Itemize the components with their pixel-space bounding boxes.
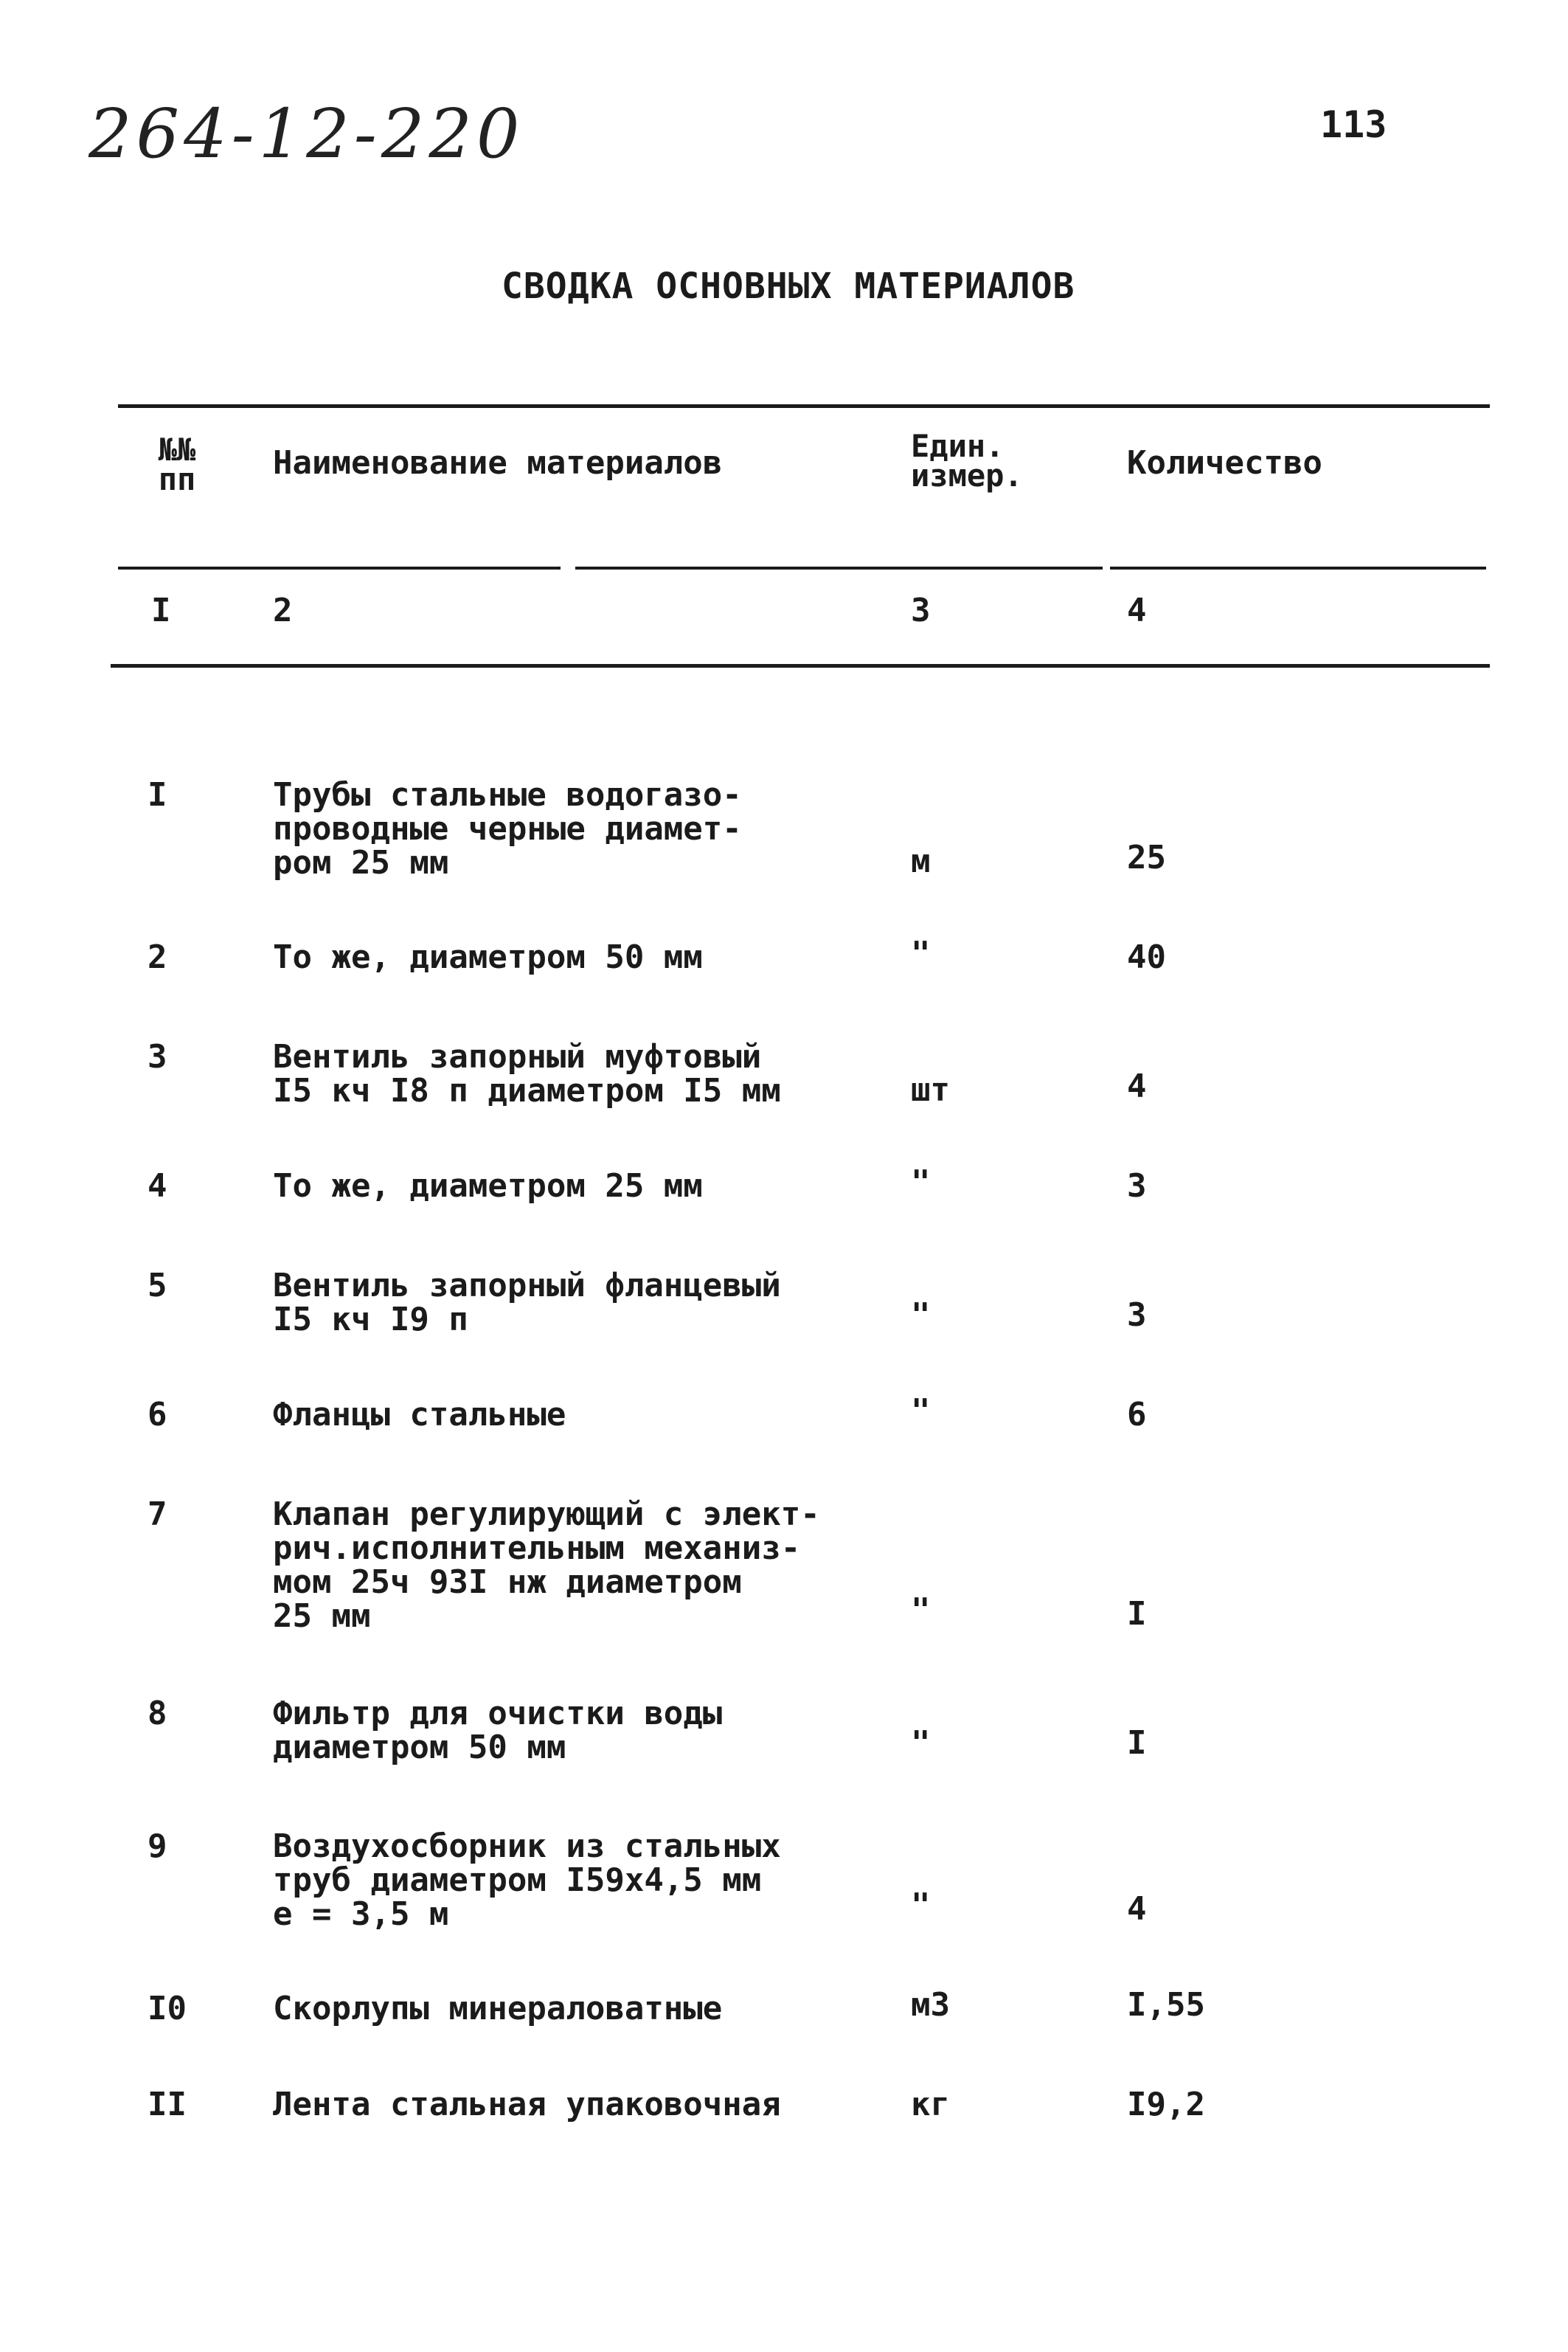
column-number-3: 3 [911, 592, 931, 629]
row-4-name: То же, диаметром 25 мм [273, 1167, 703, 1205]
row-6-qty: 6 [1127, 1396, 1147, 1433]
row-5-unit: " [911, 1296, 931, 1334]
row-9-name: Воздухосборник из стальных труб диаметром I59х4,5 мм е = 3,5 м [273, 1827, 781, 1933]
row-5-name: Вентиль запорный фланцевый I5 кч I9 п [273, 1267, 781, 1338]
row-7-unit: " [911, 1591, 931, 1629]
column-number-1: I [151, 592, 171, 629]
row-4-num: 4 [148, 1167, 167, 1205]
row-11-qty: I9,2 [1127, 2086, 1205, 2123]
row-8-unit: " [911, 1724, 931, 1762]
row-6-name: Фланцы стальные [273, 1396, 566, 1433]
row-9-qty: 4 [1127, 1890, 1147, 1928]
header-divider-3 [1110, 567, 1486, 570]
row-11-name: Лента стальная упаковочная [273, 2086, 781, 2123]
document-code: 264-12-220 [89, 94, 524, 173]
row-6-num: 6 [148, 1396, 167, 1433]
row-5-num: 5 [148, 1267, 167, 1304]
page-number: 113 [1320, 103, 1387, 146]
row-4-unit: " [911, 1163, 931, 1201]
header-unit: Един. измер. [911, 428, 1023, 494]
column-number-4: 4 [1127, 592, 1147, 629]
row-2-unit: " [911, 935, 931, 972]
row-8-num: 8 [148, 1695, 167, 1732]
row-7-num: 7 [148, 1495, 167, 1533]
row-8-qty: I [1127, 1724, 1147, 1762]
row-10-qty: I,55 [1127, 1986, 1205, 2024]
row-5-qty: 3 [1127, 1296, 1147, 1334]
row-1-num: I [148, 776, 167, 814]
header-divider-2 [575, 567, 1103, 570]
table-header-bottom-rule [111, 664, 1490, 668]
row-1-name: Трубы стальные водогазо- проводные черные диамет- ром 25 мм [273, 776, 742, 882]
row-2-qty: 40 [1127, 938, 1166, 976]
row-1-unit: м [911, 843, 931, 880]
row-3-unit: шт [911, 1071, 950, 1109]
row-11-num: II [148, 2086, 187, 2123]
row-10-num: I0 [148, 1990, 187, 2027]
row-10-name: Скорлупы минераловатные [273, 1990, 723, 2027]
row-3-qty: 4 [1127, 1068, 1147, 1105]
row-6-unit: " [911, 1392, 931, 1430]
row-3-name: Вентиль запорный муфтовый I5 кч I8 п диаметром I5 мм [273, 1038, 781, 1110]
row-4-qty: 3 [1127, 1167, 1147, 1205]
document-title: СВОДКА ОСНОВНЫХ МАТЕРИАЛОВ [502, 266, 1075, 307]
row-11-unit: кг [911, 2086, 950, 2123]
row-10-unit: м3 [911, 1986, 950, 2024]
row-9-unit: " [911, 1886, 931, 1924]
row-7-name: Клапан регулирующий с элект- рич.исполнительным механиз- мом 25ч 93I нж диаметром 25 мм [273, 1495, 820, 1635]
header-qty: Количество [1127, 444, 1322, 482]
row-8-name: Фильтр для очистки воды диаметром 50 мм [273, 1695, 723, 1766]
header-divider-1 [118, 567, 561, 570]
row-3-num: 3 [148, 1038, 167, 1076]
row-1-qty: 25 [1127, 839, 1166, 876]
column-number-2: 2 [273, 592, 293, 629]
row-2-num: 2 [148, 938, 167, 976]
row-7-qty: I [1127, 1595, 1147, 1633]
header-num: №№ пп [158, 432, 196, 497]
row-2-name: То же, диаметром 50 мм [273, 938, 703, 976]
header-name: Наименование материалов [273, 444, 723, 482]
table-top-rule [118, 404, 1490, 408]
row-9-num: 9 [148, 1827, 167, 1865]
